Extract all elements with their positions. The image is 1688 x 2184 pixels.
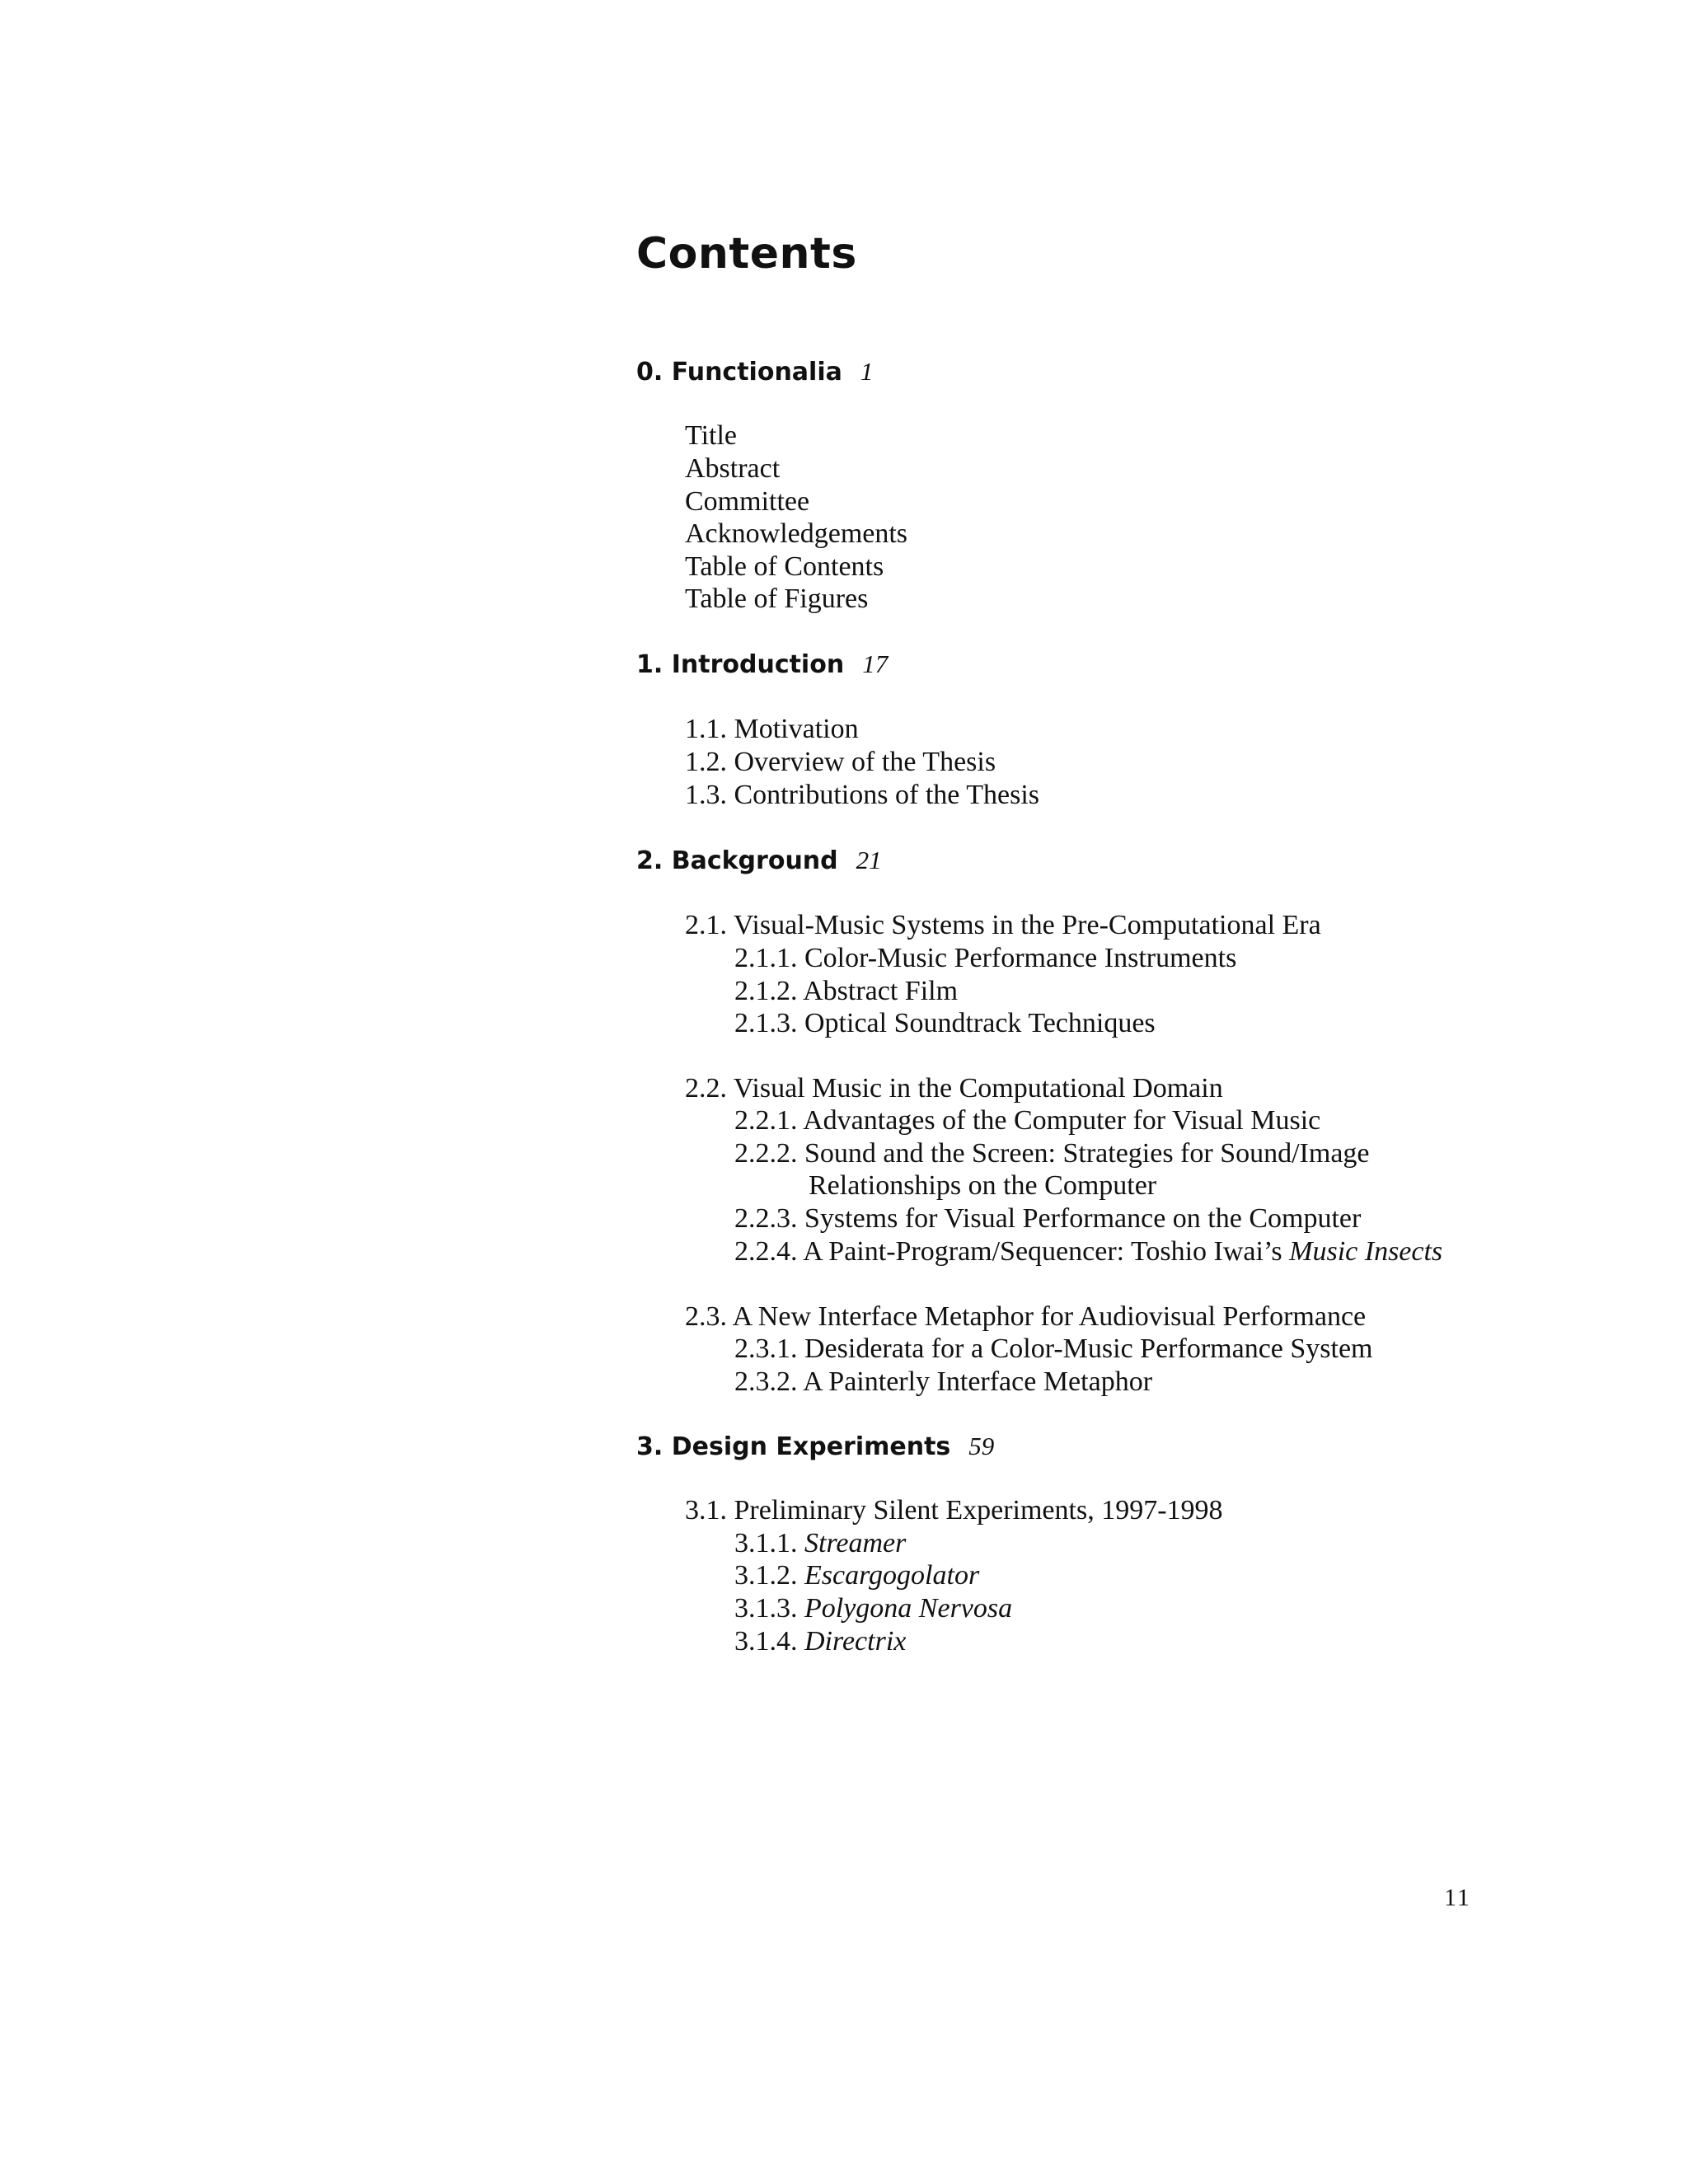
chapter-3-page-number: 59 [968, 1432, 995, 1460]
work-title: Polygona Nervosa [804, 1593, 1013, 1624]
toc-entry[interactable]: Acknowledgements [685, 518, 908, 549]
toc-section[interactable]: 2.2. Visual Music in the Computational Domain [685, 1073, 1223, 1104]
toc-subsection[interactable]: 2.1.3. Optical Soundtrack Techniques [734, 1008, 1156, 1038]
work-title: Streamer [804, 1528, 907, 1558]
toc-subsection-number: 3.1.1. [734, 1528, 798, 1558]
page-title: Contents [636, 229, 857, 279]
page-number: 11 [1444, 1884, 1471, 1911]
toc-subsection[interactable]: 2.1.1. Color-Music Performance Instruments [734, 943, 1237, 973]
chapter-3-heading[interactable] [636, 1433, 994, 1460]
toc-entry[interactable]: Table of Contents [685, 551, 884, 582]
toc-entry[interactable]: Title [685, 420, 738, 451]
toc-subsection[interactable] [734, 1238, 1442, 1266]
toc-subsection[interactable]: 2.3.1. Desiderata for a Color-Music Performance System [734, 1333, 1373, 1364]
work-title: Directrix [804, 1626, 907, 1657]
chapter-1-heading[interactable] [636, 651, 888, 677]
toc-subsection[interactable]: 2.2.2. Sound and the Screen: Strategies for Sound/Image [734, 1138, 1370, 1169]
toc-entry[interactable]: 1.2. Overview of the Thesis [685, 747, 996, 777]
toc-subsection[interactable] [734, 1530, 906, 1558]
toc-section[interactable]: 2.3. A New Interface Metaphor for Audiovisual Performance [685, 1301, 1367, 1332]
toc-subsection[interactable]: 2.1.2. Abstract Film [734, 976, 959, 1006]
work-title: Music Insects [1289, 1236, 1443, 1267]
toc-subsection-number: 3.1.3. [734, 1593, 798, 1624]
toc-subsection[interactable]: 2.2.3. Systems for Visual Performance on the Computer [734, 1203, 1362, 1234]
toc-entry[interactable]: Abstract [685, 453, 781, 484]
chapter-3-label: 3. Design Experiments [636, 1432, 951, 1461]
chapter-0-heading[interactable] [636, 359, 873, 385]
chapter-0-label: 0. Functionalia [636, 358, 842, 387]
toc-entry[interactable]: Committee [685, 486, 810, 517]
toc-subsection[interactable] [734, 1562, 979, 1590]
toc-subsection[interactable] [734, 1595, 1012, 1623]
chapter-2-page-number: 21 [856, 846, 882, 874]
toc-section[interactable]: 2.1. Visual-Music Systems in the Pre-Computational Era [685, 910, 1321, 940]
toc-entry[interactable]: 1.3. Contributions of the Thesis [685, 780, 1040, 810]
work-title: Escargogolator [804, 1560, 980, 1591]
toc-subsection[interactable] [734, 1628, 906, 1656]
toc-subsection[interactable]: 2.3.2. A Painterly Interface Metaphor [734, 1366, 1153, 1397]
toc-subsection[interactable]: 2.2.1. Advantages of the Computer for Visual Music [734, 1105, 1321, 1136]
chapter-0-page-number: 1 [860, 357, 874, 386]
toc-subsection-number: 3.1.2. [734, 1560, 798, 1591]
toc-section[interactable]: 3.1. Preliminary Silent Experiments, 1997-1998 [685, 1495, 1223, 1526]
toc-entry[interactable]: Table of Figures [685, 583, 869, 614]
chapter-1-label: 1. Introduction [636, 650, 845, 679]
toc-entry[interactable]: 1.1. Motivation [685, 714, 859, 744]
toc-subsection-continuation[interactable]: Relationships on the Computer [809, 1170, 1157, 1201]
toc-subsection-number: 3.1.4. [734, 1626, 798, 1657]
toc-subsection-text: 2.2.4. A Paint-Program/Sequencer: Toshio Iwai’s [734, 1236, 1282, 1267]
chapter-2-label: 2. Background [636, 846, 838, 875]
chapter-2-heading[interactable] [636, 847, 882, 874]
chapter-1-page-number: 17 [862, 649, 889, 678]
